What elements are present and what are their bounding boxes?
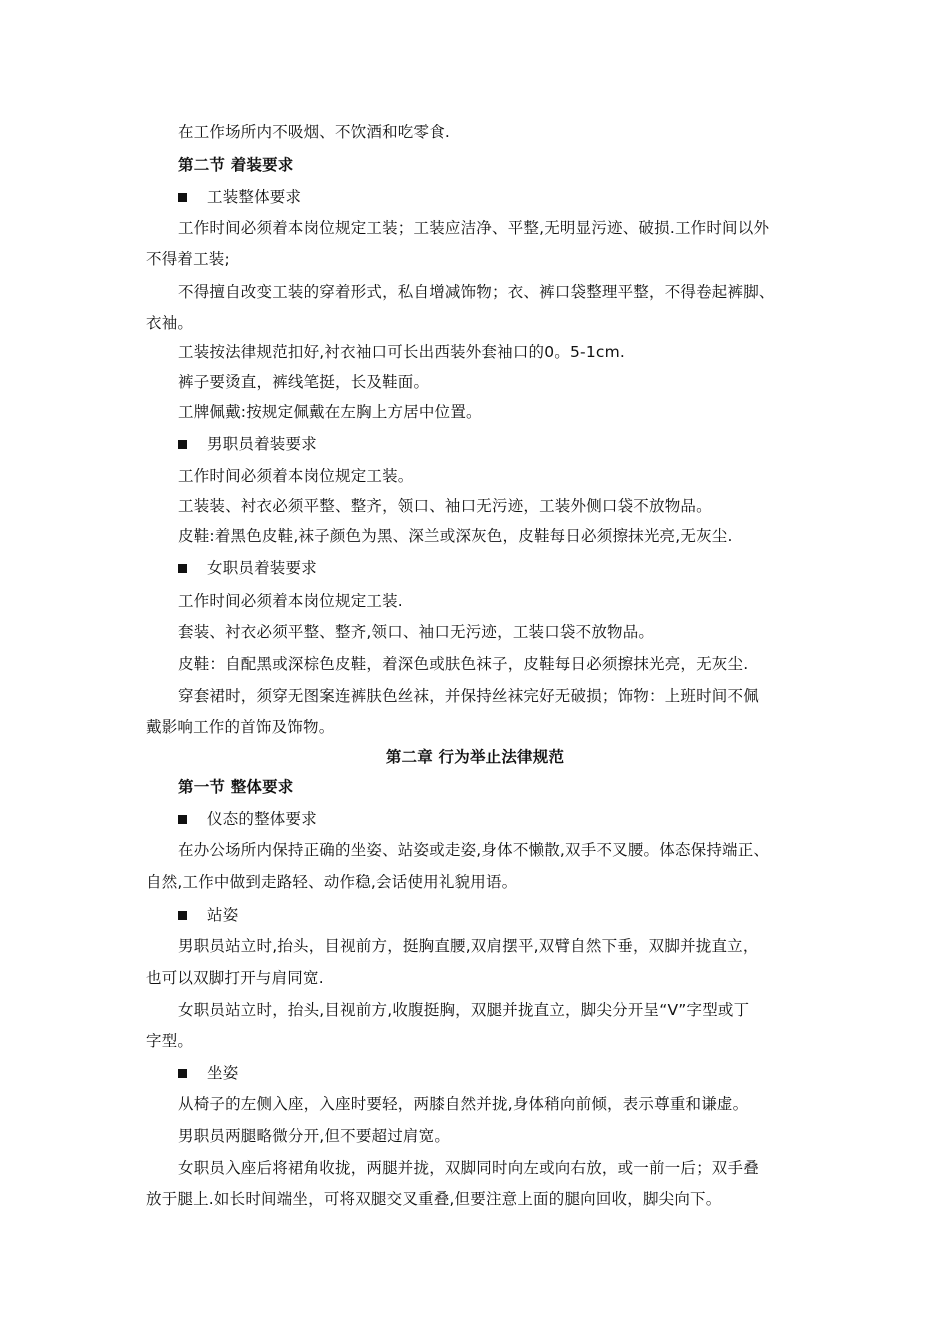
paragraph-line: 戴影响工作的首饰及饰物。 (146, 718, 335, 736)
bullet-heading: 仪态的整体要求 (207, 810, 317, 828)
bullet-heading: 女职员着装要求 (207, 559, 317, 577)
bullet-heading: 男职员着装要求 (207, 435, 317, 453)
paragraph-line: 工作时间必须着本岗位规定工装；工装应洁净、平整,无明显污迹、破损.工作时间以外 (178, 219, 770, 237)
square-bullet-icon (178, 193, 187, 202)
paragraph-line: 穿套裙时，须穿无图案连裤肤色丝袜，并保持丝袜完好无破损；饰物：上班时间不佩 (178, 687, 759, 705)
paragraph-line: 不得擅自改变工装的穿着形式，私自增减饰物；衣、裤口袋整理平整，不得卷起裤脚、 (178, 283, 775, 301)
paragraph-line: 衣袖。 (146, 314, 194, 332)
square-bullet-icon (178, 911, 187, 920)
paragraph-line: 工牌佩戴:按规定佩戴在左胸上方居中位置。 (178, 403, 482, 421)
paragraph-line: 放于腿上.如长时间端坐，可将双腿交叉重叠,但要注意上面的腿向回收，脚尖向下。 (146, 1190, 722, 1208)
paragraph-line: 女职员站立时，抬头,目视前方,收腹挺胸，双腿并拢直立，脚尖分开呈“V”字型或丁 (178, 1001, 750, 1019)
paragraph-line: 皮鞋：自配黑或深棕色皮鞋，着深色或肤色袜子，皮鞋每日必须擦抹光亮，无灰尘. (178, 655, 749, 673)
paragraph-line: 男职员站立时,抬头，目视前方，挺胸直腰,双肩摆平,双臂自然下垂，双脚并拢直立， (178, 937, 759, 955)
paragraph-line: 在办公场所内保持正确的坐姿、站姿或走姿,身体不懒散,双手不叉腰。体态保持端正、 (178, 841, 770, 859)
paragraph-line: 裤子要烫直，裤线笔挺，长及鞋面。 (178, 373, 430, 391)
paragraph-line: 工作时间必须着本岗位规定工装. (178, 592, 403, 610)
paragraph-line: 工作时间必须着本岗位规定工装。 (178, 467, 414, 485)
paragraph-line: 在工作场所内不吸烟、不饮酒和吃零食. (178, 123, 451, 141)
paragraph-line: 工装装、衬衣必须平整、整齐，领口、袖口无污迹，工装外侧口袋不放物品。 (178, 497, 712, 515)
paragraph-line: 男职员两腿略微分开,但不要超过肩宽。 (178, 1127, 451, 1145)
paragraph-line: 套装、衬衣必须平整、整齐,领口、袖口无污迹，工装口袋不放物品。 (178, 623, 655, 641)
paragraph-line: 从椅子的左侧入座，入座时要轻，两膝自然并拢,身体稍向前倾，表示尊重和谦虚。 (178, 1095, 749, 1113)
section-heading: 第二节 着装要求 (178, 156, 294, 174)
bullet-heading: 坐姿 (207, 1064, 239, 1082)
square-bullet-icon (178, 440, 187, 449)
section-heading: 第一节 整体要求 (178, 778, 294, 796)
paragraph-line: 不得着工装; (146, 250, 230, 268)
paragraph-line: 工装按法律规范扣好,衬衣袖口可长出西装外套袖口的0。5-1cm. (178, 343, 626, 361)
bullet-heading: 站姿 (207, 906, 239, 924)
paragraph-line: 字型。 (146, 1032, 194, 1050)
square-bullet-icon (178, 815, 187, 824)
bullet-heading: 工装整体要求 (207, 188, 302, 206)
paragraph-line: 皮鞋:着黑色皮鞋,袜子颜色为黑、深兰或深灰色，皮鞋每日必须擦抹光亮,无灰尘. (178, 527, 733, 545)
paragraph-line: 女职员入座后将裙角收拢，两腿并拢，双脚同时向左或向右放，或一前一后；双手叠 (178, 1159, 759, 1177)
square-bullet-icon (178, 1069, 187, 1078)
paragraph-line: 也可以双脚打开与肩同宽. (146, 969, 324, 987)
chapter-heading: 第二章 行为举止法律规范 (385, 748, 565, 766)
square-bullet-icon (178, 564, 187, 573)
paragraph-line: 自然,工作中做到走路轻、动作稳,会话使用礼貌用语。 (146, 873, 518, 891)
